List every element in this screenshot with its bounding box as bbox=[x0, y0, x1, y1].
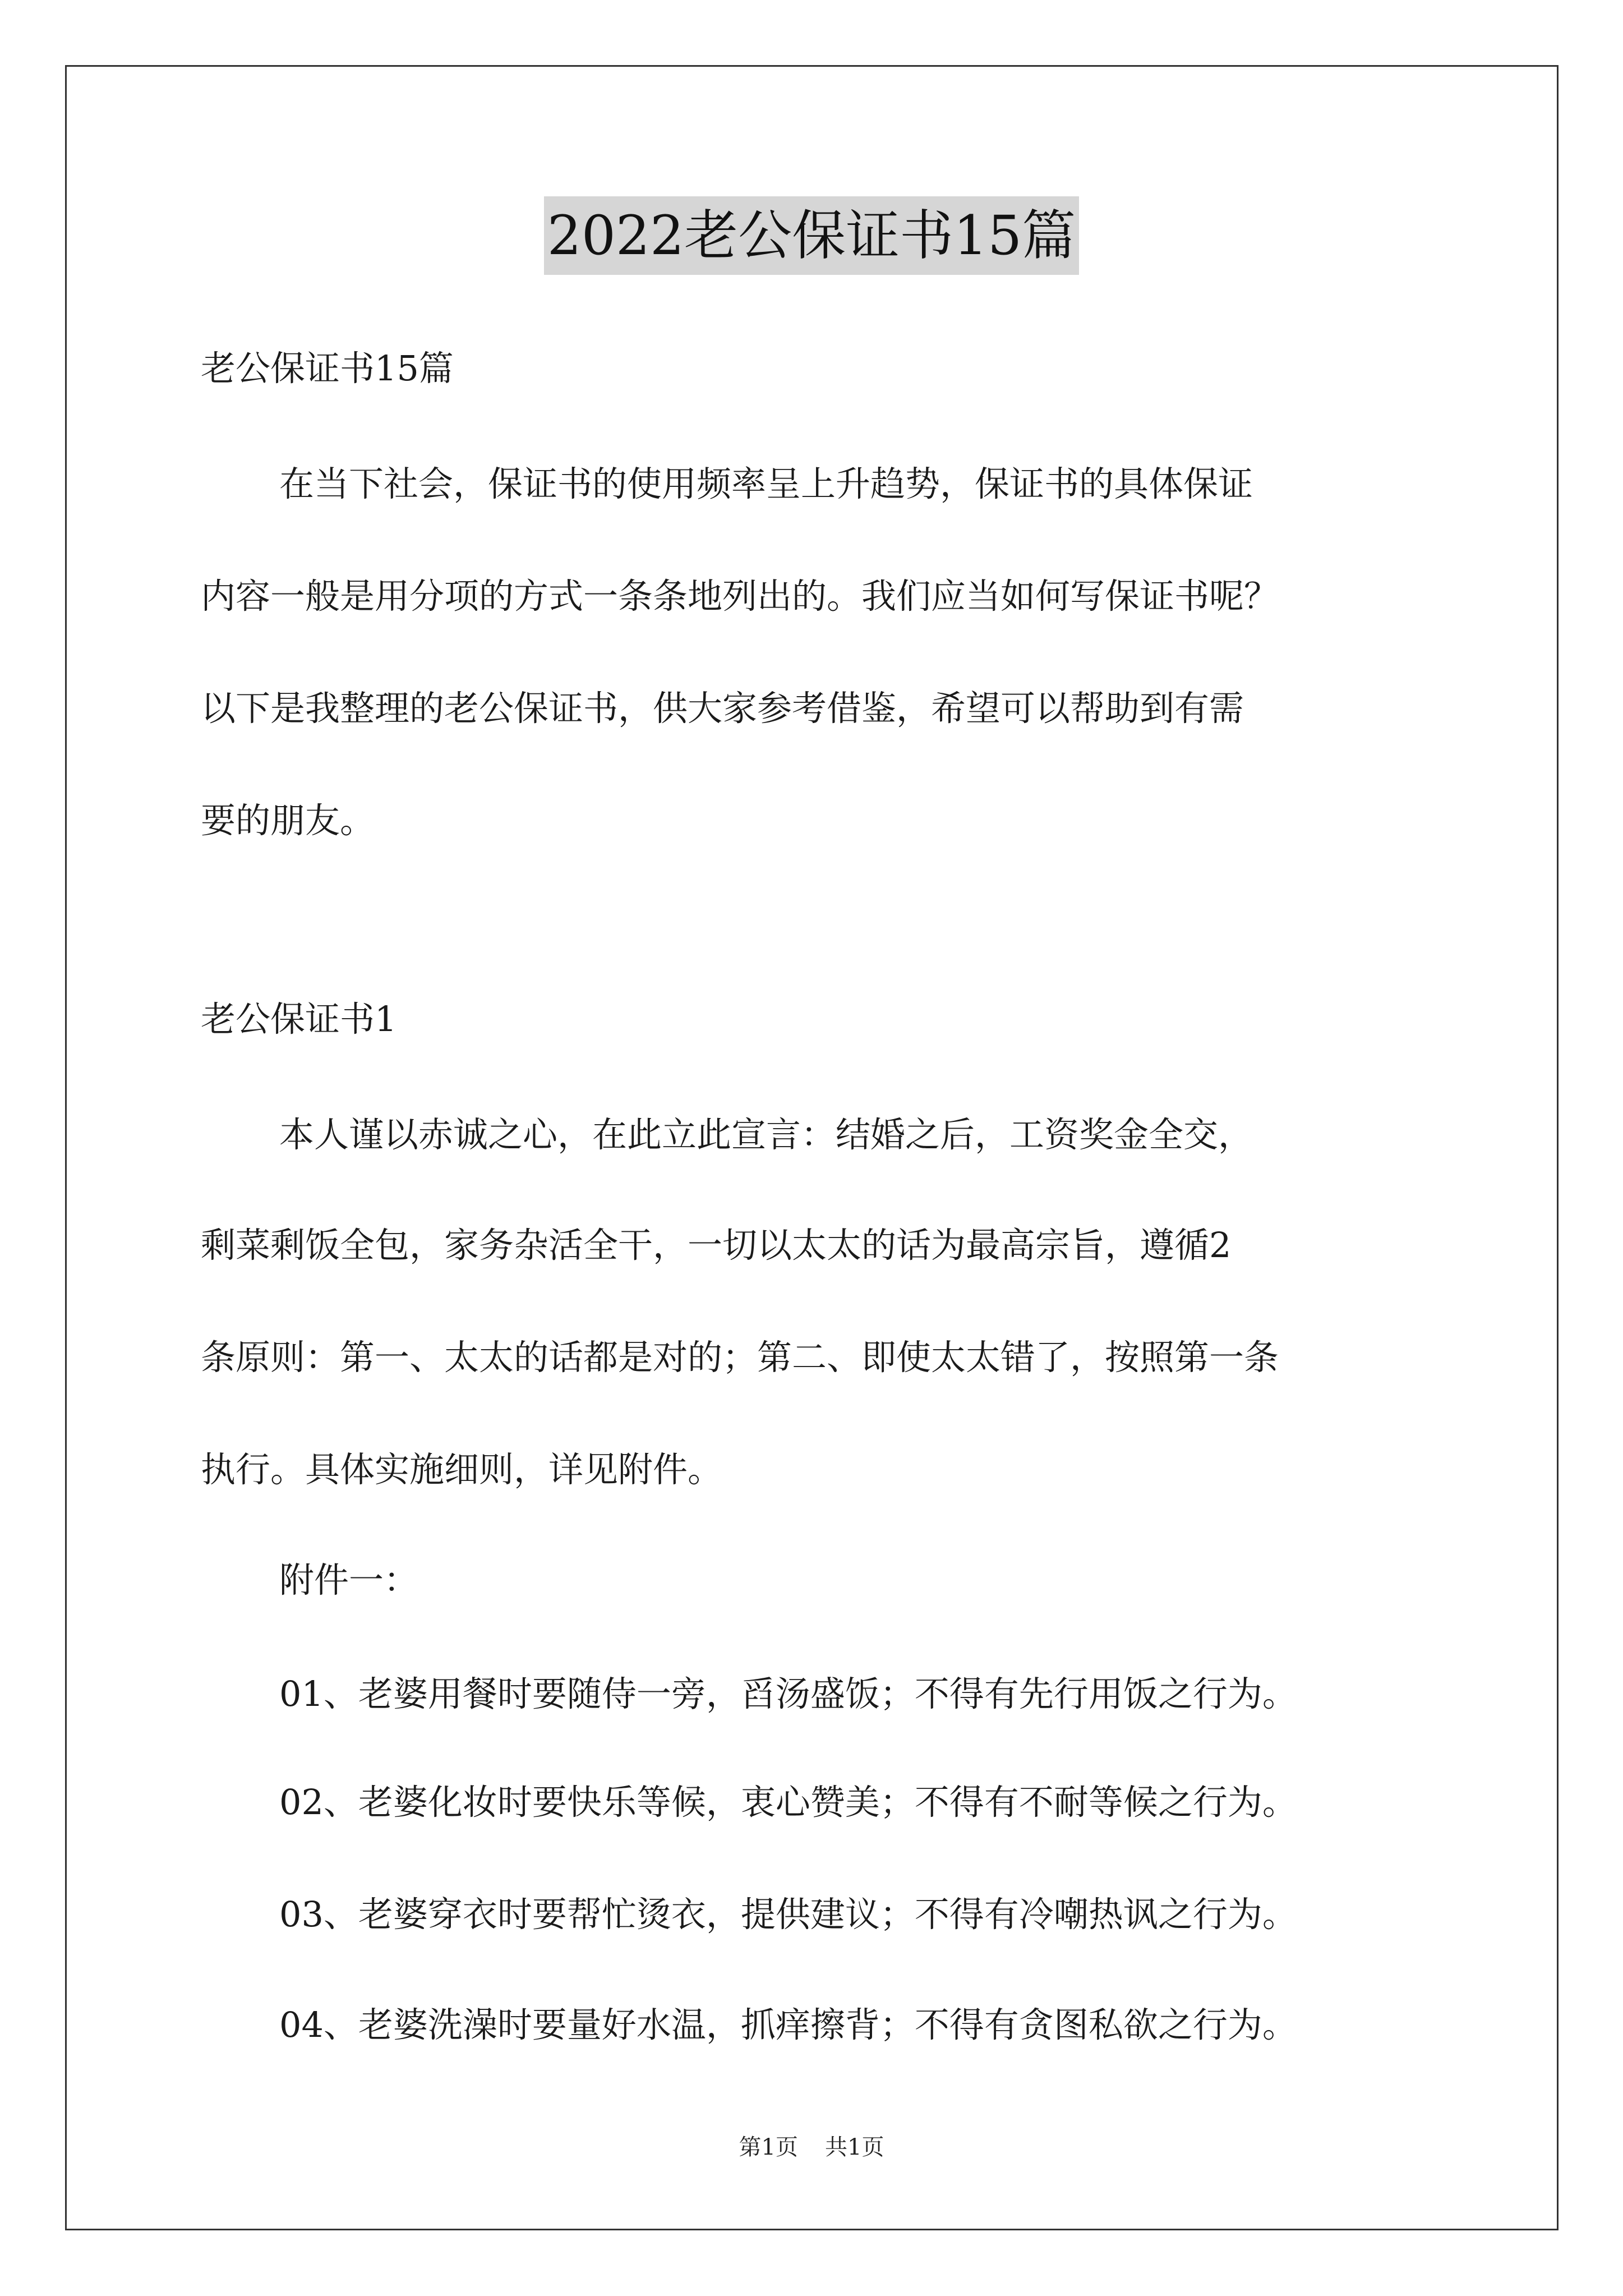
list-item: 03、老婆穿衣时要帮忙烫衣，提供建议；不得有冷嘲热讽之行为。 bbox=[279, 1894, 1297, 1935]
list-item: 04、老婆洗澡时要量好水温，抓痒擦背；不得有贪图私欲之行为。 bbox=[279, 2004, 1297, 2045]
document-subtitle: 老公保证书15篇 bbox=[201, 348, 454, 389]
section-line: 本人谨以赤诚之心，在此立此宣言：结婚之后，工资奖金全交， bbox=[279, 1114, 1253, 1155]
intro-line: 内容一般是用分项的方式一条条地列出的。我们应当如何写保证书呢？ bbox=[201, 576, 1279, 616]
section-line: 执行。具体实施细则，详见附件。 bbox=[201, 1449, 723, 1490]
intro-line: 要的朋友。 bbox=[201, 800, 375, 841]
list-item: 02、老婆化妆时要快乐等候，衷心赞美；不得有不耐等候之行为。 bbox=[279, 1782, 1297, 1823]
attachment-label: 附件一： bbox=[279, 1559, 419, 1600]
page-footer bbox=[0, 2131, 1623, 2164]
intro-line: 以下是我整理的老公保证书，供大家参考借鉴，希望可以帮助到有需 bbox=[201, 688, 1244, 729]
intro-line: 在当下社会，保证书的使用频率呈上升趋势，保证书的具体保证 bbox=[279, 463, 1253, 504]
page-number: 第1页 bbox=[739, 2134, 798, 2160]
section-line: 剩菜剩饭全包，家务杂活全干，一切以太太的话为最高宗旨，遵循2 bbox=[201, 1225, 1232, 1266]
section-heading: 老公保证书1 bbox=[201, 999, 397, 1039]
document-title: 2022老公保证书15篇 bbox=[544, 196, 1079, 275]
list-item: 01、老婆用餐时要随侍一旁，舀汤盛饭；不得有先行用饭之行为。 bbox=[279, 1673, 1297, 1714]
section-line: 条原则：第一、太太的话都是对的；第二、即使太太错了，按照第一条 bbox=[201, 1337, 1279, 1378]
page-total: 共1页 bbox=[825, 2134, 884, 2160]
title-container bbox=[0, 196, 1623, 275]
